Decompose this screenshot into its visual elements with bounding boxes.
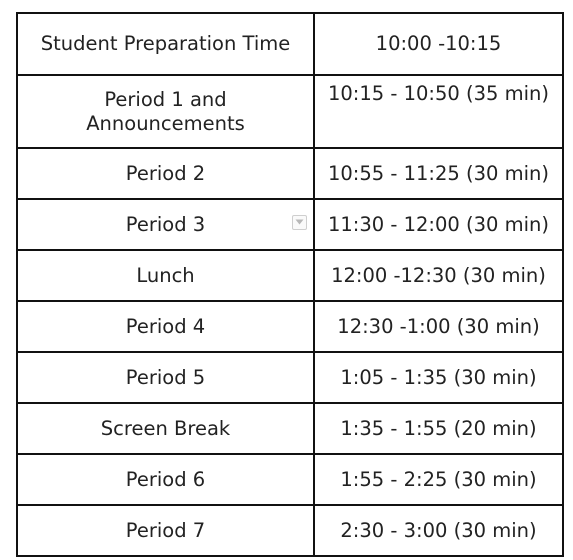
time-range: 10:00 -10:15 [314, 13, 563, 75]
table-row [17, 75, 563, 148]
time-range: 2:30 - 3:00 (30 min) [314, 505, 563, 556]
time-range: 1:05 - 1:35 (30 min) [314, 352, 563, 403]
table-row [17, 250, 563, 301]
table-row [17, 454, 563, 505]
period-label: Period 1 and Announcements [17, 75, 314, 148]
cell-content [24, 213, 307, 237]
table-row [17, 403, 563, 454]
table-row [17, 301, 563, 352]
period-label-cell [17, 199, 314, 250]
period-label: Student Preparation Time [17, 13, 314, 75]
period-label: Period 2 [17, 148, 314, 199]
time-range: 11:30 - 12:00 (30 min) [314, 199, 563, 250]
chevron-down-icon[interactable] [292, 215, 307, 230]
period-label: Screen Break [17, 403, 314, 454]
time-range: 12:30 -1:00 (30 min) [314, 301, 563, 352]
table-row [17, 199, 563, 250]
period-label: Period 5 [17, 352, 314, 403]
table-row [17, 352, 563, 403]
period-label: Lunch [17, 250, 314, 301]
period-label: Period 4 [17, 301, 314, 352]
time-range: 10:55 - 11:25 (30 min) [314, 148, 563, 199]
table-row [17, 505, 563, 556]
time-range: 1:35 - 1:55 (20 min) [314, 403, 563, 454]
time-range: 10:15 - 10:50 (35 min) [314, 75, 563, 148]
period-label: Period 6 [17, 454, 314, 505]
time-range: 1:55 - 2:25 (30 min) [314, 454, 563, 505]
time-range: 12:00 -12:30 (30 min) [314, 250, 563, 301]
period-label: Period 3 [125, 212, 206, 236]
table-row [17, 148, 563, 199]
schedule-table [16, 12, 564, 557]
period-label: Period 7 [17, 505, 314, 556]
table-row [17, 13, 563, 75]
